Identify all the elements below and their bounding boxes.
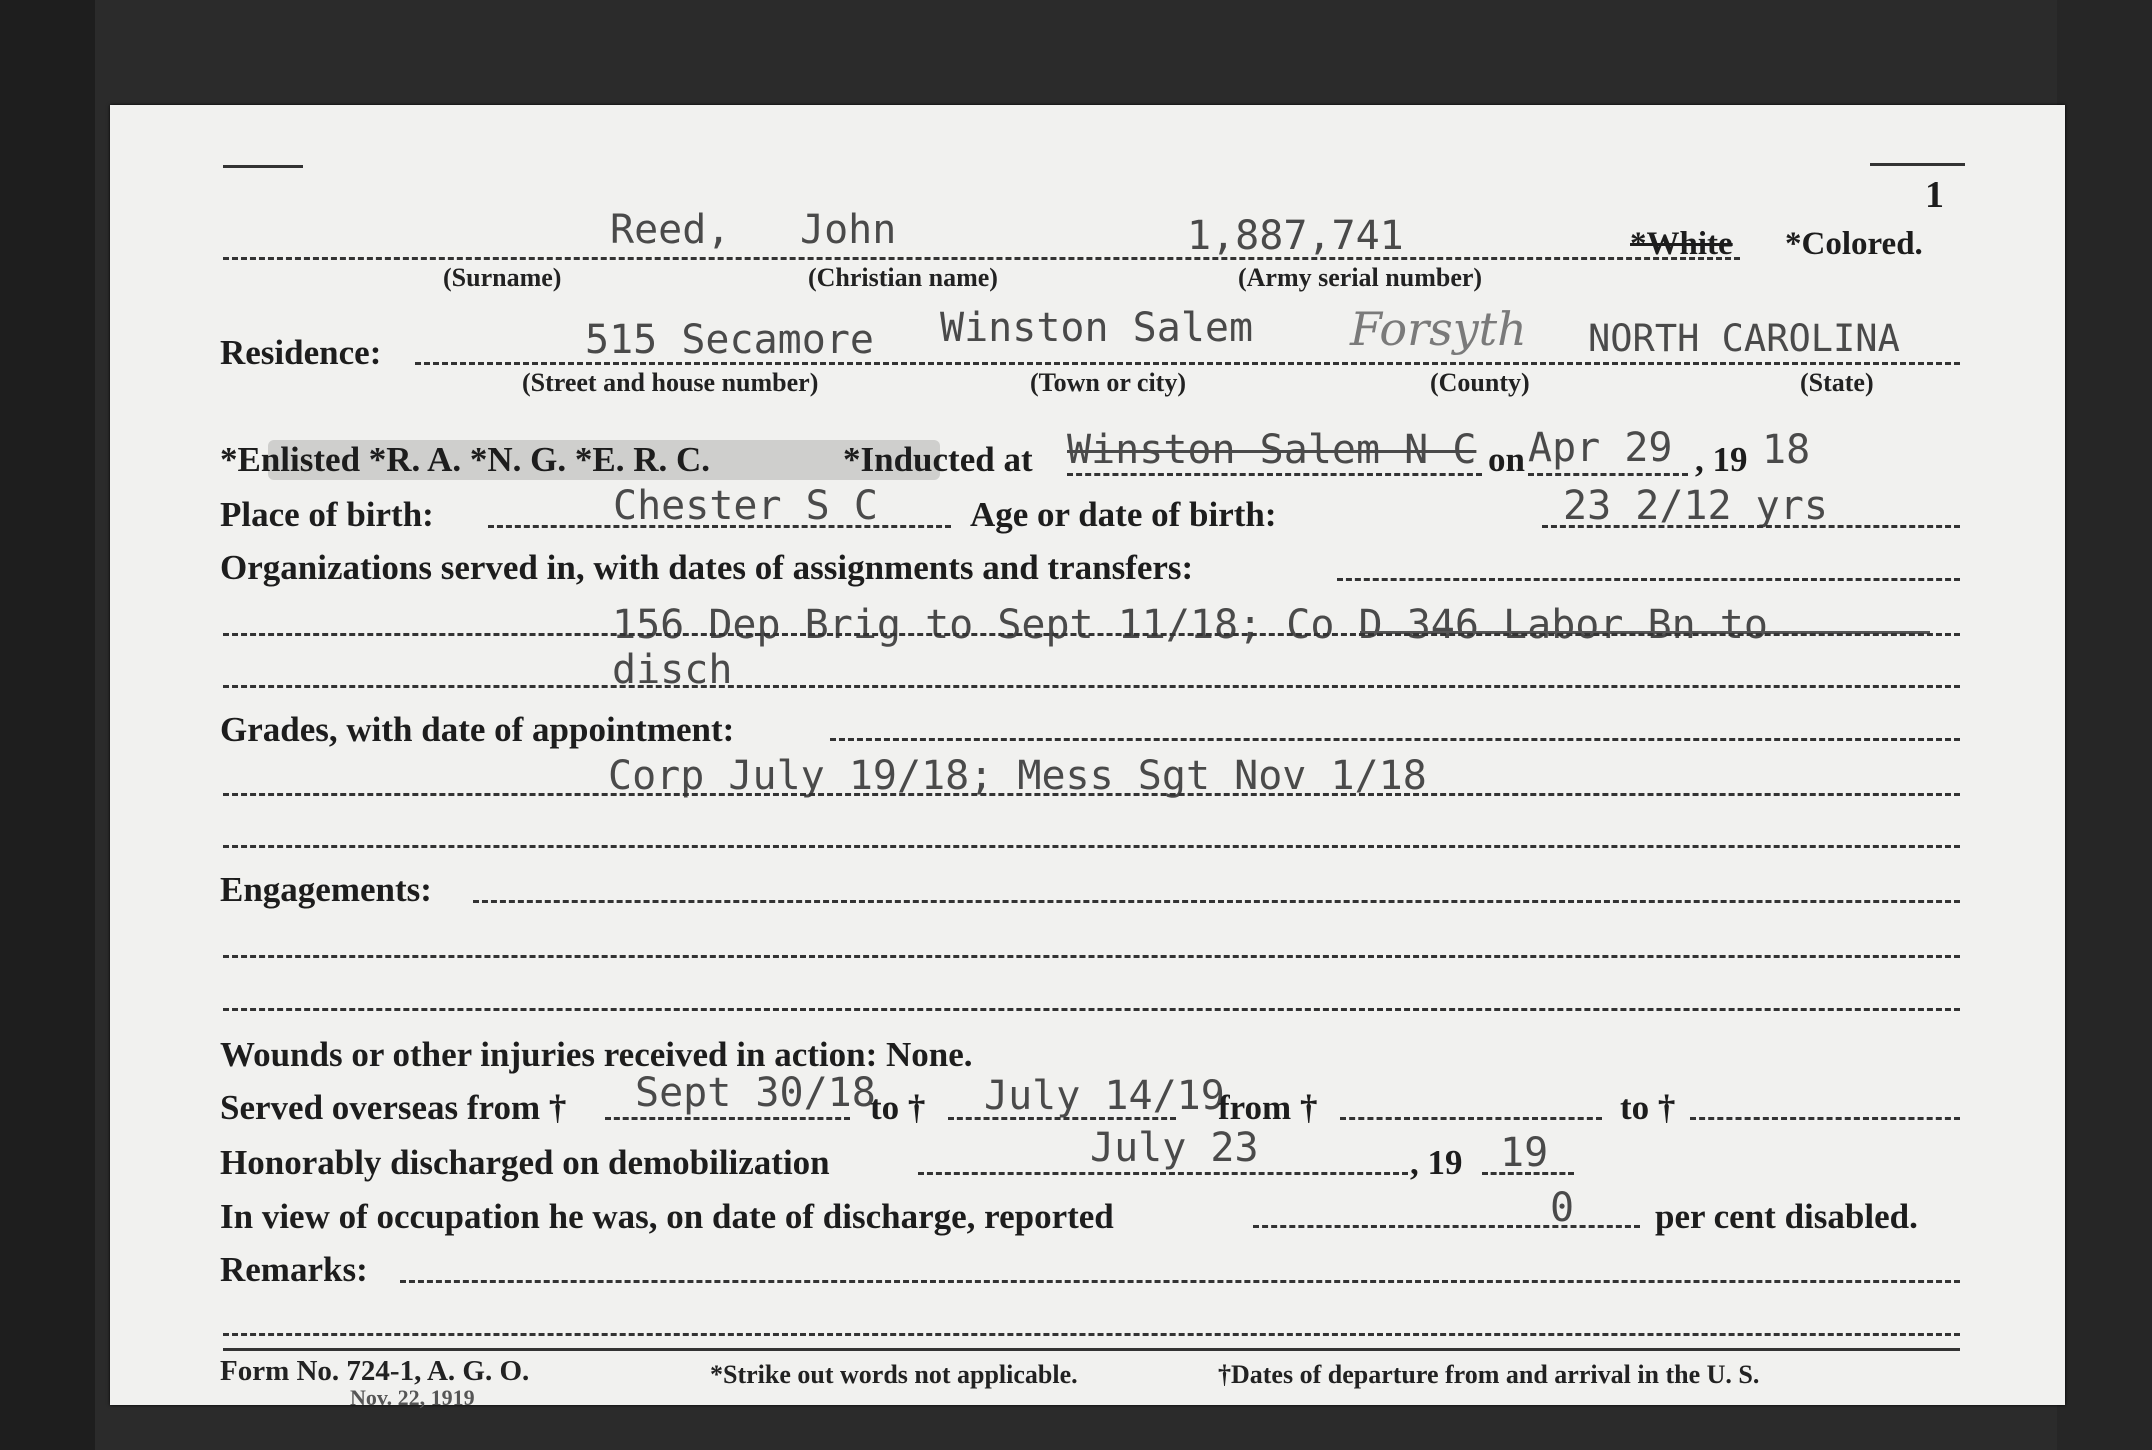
engagements-line-2 — [223, 1008, 1960, 1011]
residence-line — [415, 362, 1960, 365]
grades-line-2 — [223, 845, 1960, 848]
christian-name-value: John — [800, 207, 897, 253]
grades-value: Corp July 19/18; Mess Sgt Nov 1/18 — [608, 753, 1427, 799]
organizations-label: Organizations served in, with dates of assignments and transfers: — [220, 548, 1194, 587]
inducted-year-prefix: , 19 — [1695, 440, 1748, 479]
strike-note: *Strike out words not applicable. — [710, 1360, 1078, 1389]
discharged-date-value: July 23 — [1090, 1125, 1259, 1171]
scan-background-left — [0, 0, 95, 1450]
overseas-to-value: July 14/19 — [984, 1073, 1225, 1119]
county-value: Forsyth — [1350, 302, 1527, 356]
age-value: 23 2/12 yrs — [1563, 483, 1828, 529]
christian-name-caption: (Christian name) — [808, 263, 998, 292]
disabled-suffix: per cent disabled. — [1655, 1197, 1918, 1236]
race-white: *White — [1630, 226, 1733, 262]
footer-rule — [223, 1348, 1960, 1351]
street-caption: (Street and house number) — [522, 368, 819, 397]
inducted-place-value: Winston Salem N C — [1067, 427, 1477, 473]
county-caption: (County) — [1430, 368, 1530, 397]
service-record-card — [110, 105, 2065, 1410]
remarks-label: Remarks: — [220, 1250, 368, 1289]
surname-value: Reed, — [610, 207, 731, 253]
race-colored: *Colored. — [1785, 226, 1923, 262]
serial-number-value: 1,887,741 — [1187, 213, 1404, 259]
engagements-line-0 — [473, 900, 1960, 903]
grades-label: Grades, with date of appointment: — [220, 710, 735, 749]
age-label: Age or date of birth: — [970, 495, 1277, 534]
engagements-label: Engagements: — [220, 870, 432, 909]
organizations-line-1 — [223, 633, 1960, 636]
form-date: Nov. 22, 1919 — [350, 1385, 475, 1410]
occupation-label: In view of occupation he was, on date of discharge, reported — [220, 1197, 1114, 1236]
overseas-label: Served overseas from † — [220, 1088, 567, 1127]
disabled-line — [1253, 1225, 1640, 1228]
card-number: 1 — [1925, 174, 1944, 216]
overseas-to2-line — [1690, 1117, 1960, 1120]
inducted-label: *Inducted at — [843, 440, 1033, 479]
inducted-date-line — [1528, 473, 1688, 476]
town-value: Winston Salem — [940, 305, 1254, 351]
scan-background-right — [2057, 0, 2152, 1450]
discharged-year-value: 19 — [1500, 1130, 1549, 1176]
inducted-date-value: Apr 29 — [1528, 425, 1673, 471]
disabled-value: 0 — [1550, 1185, 1575, 1231]
overseas-from-line — [605, 1117, 850, 1120]
top-right-rule — [1870, 163, 1965, 166]
enlisted-options: *Enlisted *R. A. *N. G. *E. R. C. — [220, 440, 711, 479]
inducted-place-line — [1067, 473, 1482, 476]
discharged-year-line — [1482, 1172, 1574, 1175]
overseas-to-label: to † — [870, 1088, 926, 1127]
residence-label: Residence: — [220, 333, 382, 372]
wounds-label: Wounds or other injuries received in action: None. — [220, 1035, 973, 1074]
birth-place-value: Chester S C — [613, 483, 878, 529]
on-label: on — [1488, 440, 1525, 479]
overseas-from-value: Sept 30/18 — [635, 1070, 876, 1116]
overseas-from2-label: from † — [1218, 1088, 1318, 1127]
top-left-rule — [223, 165, 303, 168]
organizations-line-2 — [223, 685, 1960, 688]
overseas-to2-label: to † — [1620, 1088, 1676, 1127]
birth-line — [488, 525, 951, 528]
name-line — [223, 257, 1740, 260]
serial-number-caption: (Army serial number) — [1238, 263, 1483, 292]
state-value: NORTH CAROLINA — [1588, 317, 1900, 360]
discharged-label: Honorably discharged on demobilization — [220, 1143, 830, 1182]
grades-line-0 — [830, 738, 1960, 741]
organizations-line2-value: disch — [612, 647, 733, 693]
remarks-line-0 — [400, 1280, 1960, 1283]
organizations-line1-value: 156 Dep Brig to Sept 11/18; Co D 346 Labor Bn to — [612, 602, 1768, 648]
dates-note: †Dates of departure from and arrival in the U. S. — [1218, 1360, 1760, 1389]
remarks-line-1 — [223, 1333, 1960, 1336]
street-value: 515 Secamore — [585, 317, 874, 363]
engagements-line-1 — [223, 955, 1960, 958]
discharged-date-line — [918, 1172, 1408, 1175]
state-caption: (State) — [1800, 368, 1874, 397]
age-line — [1542, 525, 1960, 528]
birth-label: Place of birth: — [220, 495, 434, 534]
town-caption: (Town or city) — [1030, 368, 1186, 397]
form-number: Form No. 724-1, A. G. O. — [220, 1355, 530, 1387]
organizations-line-0 — [1337, 578, 1960, 581]
inducted-year-value: 18 — [1762, 427, 1811, 473]
overseas-to-line — [948, 1117, 1176, 1120]
surname-caption: (Surname) — [443, 263, 562, 292]
grades-line-1 — [223, 793, 1960, 796]
overseas-from2-line — [1340, 1117, 1602, 1120]
discharged-year-prefix: , 19 — [1410, 1143, 1463, 1182]
